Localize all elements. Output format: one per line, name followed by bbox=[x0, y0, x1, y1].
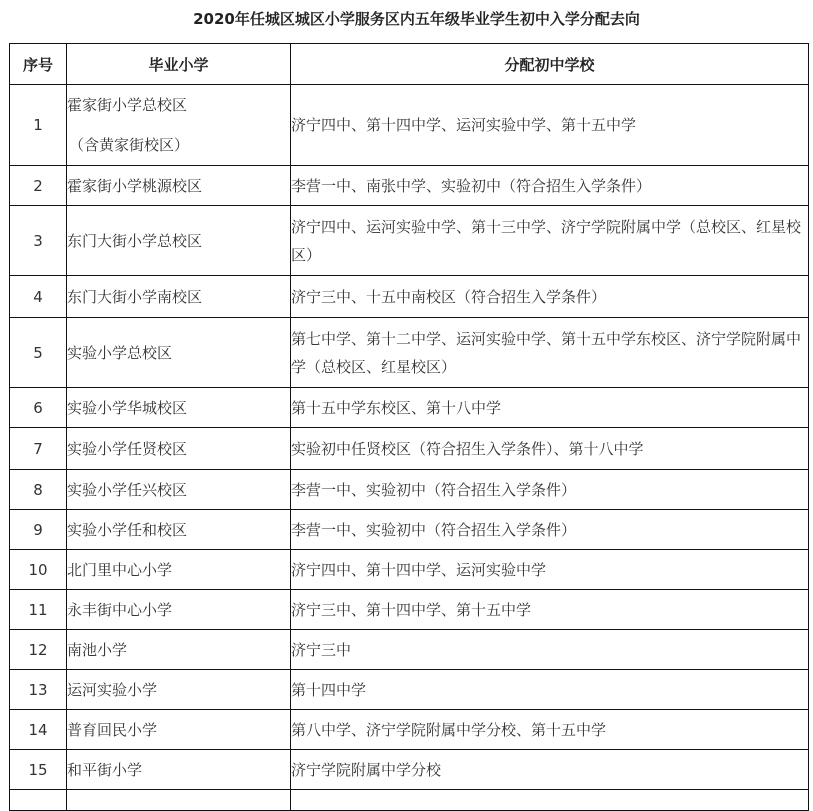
row-school: 实验小学华城校区 bbox=[67, 388, 291, 428]
table-row bbox=[10, 318, 809, 388]
table-row bbox=[10, 85, 809, 166]
row-no: 14 bbox=[10, 710, 67, 750]
row-no bbox=[10, 790, 67, 811]
row-no: 11 bbox=[10, 590, 67, 630]
table-row bbox=[10, 276, 809, 318]
header-destination: 分配初中学校 bbox=[291, 44, 809, 85]
row-destination: 李营一中、实验初中（符合招生入学条件） bbox=[291, 510, 809, 550]
school-name: 霍家街小学总校区 bbox=[67, 96, 188, 114]
row-school bbox=[67, 790, 291, 811]
table-row bbox=[10, 630, 809, 670]
allocation-table bbox=[9, 43, 809, 811]
row-school: 东门大街小学南校区 bbox=[67, 276, 291, 318]
row-school: 实验小学总校区 bbox=[67, 318, 291, 388]
row-destination: 济宁三中、十五中南校区（符合招生入学条件） bbox=[291, 276, 809, 318]
row-no: 4 bbox=[10, 276, 67, 318]
row-destination: 济宁四中、第十四中学、运河实验中学、第十五中学 bbox=[291, 85, 809, 166]
row-destination: 第十五中学东校区、第十八中学 bbox=[291, 388, 809, 428]
row-no: 6 bbox=[10, 388, 67, 428]
row-destination: 济宁四中、第十四中学、运河实验中学 bbox=[291, 550, 809, 590]
table-row bbox=[10, 388, 809, 428]
row-no: 13 bbox=[10, 670, 67, 710]
row-no: 15 bbox=[10, 750, 67, 790]
table-row bbox=[10, 710, 809, 750]
row-destination: 李营一中、实验初中（符合招生入学条件） bbox=[291, 470, 809, 510]
row-school: 霍家街小学桃源校区 bbox=[67, 166, 291, 206]
row-no: 10 bbox=[10, 550, 67, 590]
row-destination: 第十四中学 bbox=[291, 670, 809, 710]
row-school: 实验小学任兴校区 bbox=[67, 470, 291, 510]
table-row bbox=[10, 510, 809, 550]
table-header-row bbox=[10, 44, 809, 85]
row-no: 8 bbox=[10, 470, 67, 510]
row-school: 永丰街中心小学 bbox=[67, 590, 291, 630]
row-destination: 李营一中、南张中学、实验初中（符合招生入学条件） bbox=[291, 166, 809, 206]
header-no: 序号 bbox=[10, 44, 67, 85]
row-destination: 实验初中任贤校区（符合招生入学条件）、第十八中学 bbox=[291, 428, 809, 470]
row-no: 2 bbox=[10, 166, 67, 206]
row-destination: 济宁三中 bbox=[291, 630, 809, 670]
table-row bbox=[10, 590, 809, 630]
row-no: 9 bbox=[10, 510, 67, 550]
table-row bbox=[10, 670, 809, 710]
table-row bbox=[10, 470, 809, 510]
row-destination: 济宁学院附属中学分校 bbox=[291, 750, 809, 790]
row-no: 12 bbox=[10, 630, 67, 670]
row-no: 7 bbox=[10, 428, 67, 470]
table-row bbox=[10, 166, 809, 206]
row-destination: 济宁三中、第十四中学、第十五中学 bbox=[291, 590, 809, 630]
table-row bbox=[10, 550, 809, 590]
row-no: 5 bbox=[10, 318, 67, 388]
table-row bbox=[10, 428, 809, 470]
row-school: 北门里中心小学 bbox=[67, 550, 291, 590]
header-school: 毕业小学 bbox=[67, 44, 291, 85]
row-no: 3 bbox=[10, 206, 67, 276]
row-school: 普育回民小学 bbox=[67, 710, 291, 750]
row-school bbox=[67, 85, 291, 166]
row-destination bbox=[291, 790, 809, 811]
document-title: 2020年任城区城区小学服务区内五年级毕业学生初中入学分配去向 bbox=[193, 10, 640, 28]
row-school: 运河实验小学 bbox=[67, 670, 291, 710]
row-destination: 第七中学、第十二中学、运河实验中学、第十五中学东校区、济宁学院附属中学（总校区、红星校区） bbox=[291, 318, 809, 388]
row-destination: 济宁四中、运河实验中学、第十三中学、济宁学院附属中学（总校区、红星校区） bbox=[291, 206, 809, 276]
table-row bbox=[10, 206, 809, 276]
row-school: 实验小学任贤校区 bbox=[67, 428, 291, 470]
row-school: 南池小学 bbox=[67, 630, 291, 670]
table-row bbox=[10, 750, 809, 790]
school-subnote: （含黄家街校区） bbox=[69, 136, 190, 154]
row-destination: 第八中学、济宁学院附属中学分校、第十五中学 bbox=[291, 710, 809, 750]
row-school: 实验小学任和校区 bbox=[67, 510, 291, 550]
table-row-partial bbox=[10, 790, 809, 811]
row-school: 东门大街小学总校区 bbox=[67, 206, 291, 276]
row-no: 1 bbox=[10, 85, 67, 166]
row-school: 和平街小学 bbox=[67, 750, 291, 790]
